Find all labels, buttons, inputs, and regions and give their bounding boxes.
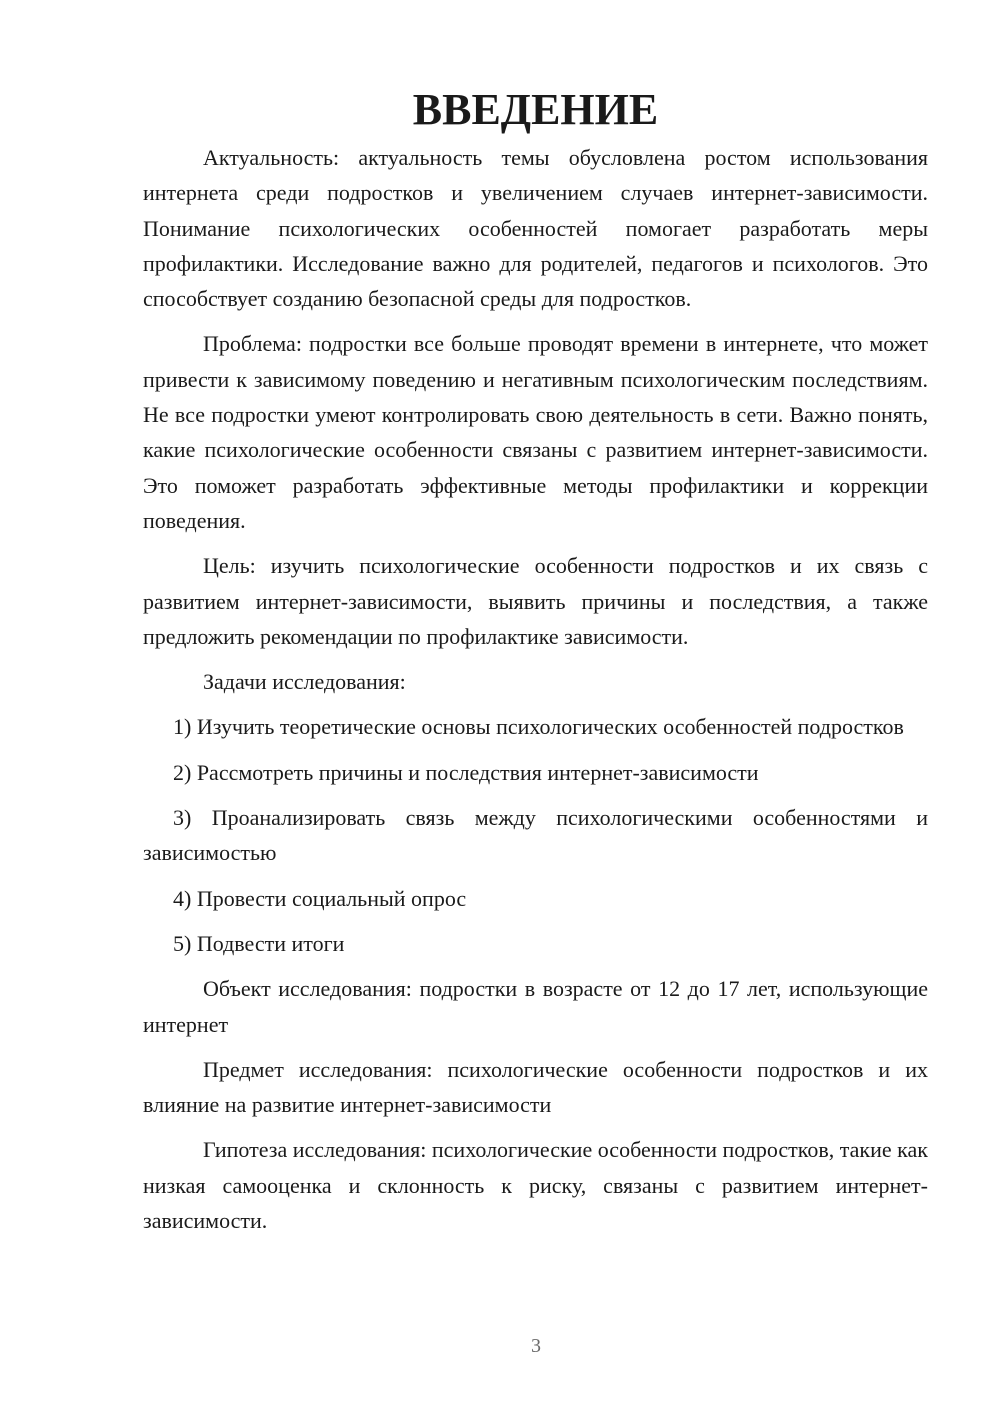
task-item-5: 5) Подвести итоги [173,930,345,956]
task-item-4: 4) Провести социальный опрос [173,885,467,911]
task-item-3: 3) Проанализировать связь между психологическими особенностями и зависимостью [143,805,928,866]
page-number: 3 [531,1335,541,1357]
task-item-2: 2) Рассмотреть причины и последствия интернет-зависимости [173,759,759,785]
page-content [143,85,928,1248]
relevance-paragraph: Актуальность: актуальность темы обусловлена ростом использования интернета среди подростков и увеличением случаев интернет-зависимости. Понимание психологических особенностей помогает разработать меры профилактики. Исследование важно для родителей, педагогов и психологов. Это способствует созданию безопасной среды для подростков. [143,145,928,312]
task-item-1: 1) Изучить теоретические основы психологических особенностей подростков [173,714,904,740]
hypothesis-paragraph: Гипотеза исследования: психологические особенности подростков, такие как низкая самооценка и склонность к риску, связаны с развитием интернет-зависимости. [143,1137,928,1234]
tasks-heading: Задачи исследования: [203,669,406,695]
problem-paragraph: Проблема: подростки все больше проводят времени в интернете, что может привести к зависимому поведению и негативным психологическим последствиям. Не все подростки умеют контролировать свою деятельность в сети. Важно понять, какие психологические особенности связаны с развитием интернет-зависимости. Это поможет разработать эффективные методы профилактики и коррекции поведения. [143,331,928,533]
subject-paragraph: Предмет исследования: психологические особенности подростков и их влияние на развитие интернет-зависимости [143,1056,928,1118]
object-paragraph: Объект исследования: подростки в возрасте от 12 до 17 лет, использующие интернет [143,976,928,1037]
page-title: ВВЕДЕНИЕ [412,85,659,134]
goal-paragraph: Цель: изучить психологические особенности подростков и их связь с развитием интернет-зависимости, выявить причины и последствия, а также предложить рекомендации по профилактике зависимости. [143,553,928,649]
